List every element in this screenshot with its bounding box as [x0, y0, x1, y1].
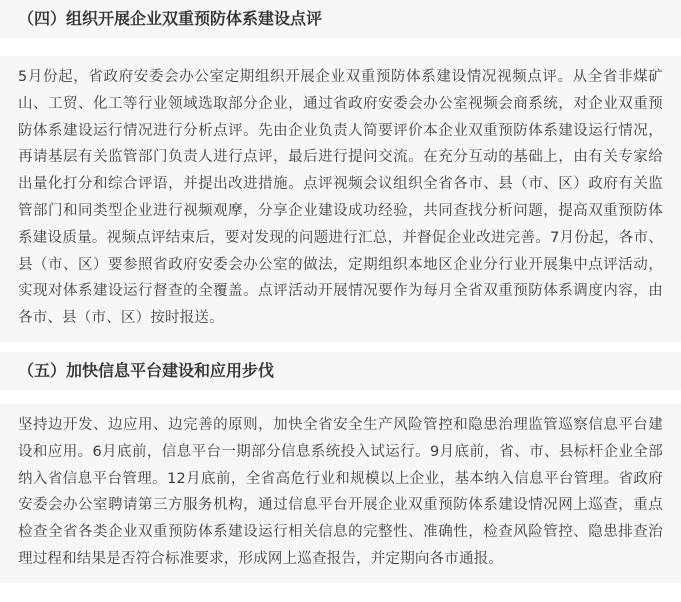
- section-heading: （四）组织开展企业双重预防体系建设点评: [0, 0, 681, 38]
- section-heading: （五）加快信息平台建设和应用步伐: [0, 352, 681, 390]
- section-paragraph: 5月份起，省政府安委会办公室定期组织开展企业双重预防体系建设情况视频点评。从全省非煤矿山、工贸、化工等行业领域选取部分企业，通过省政府安委会办公室视频会商系统，对企业双重预防体系建设运行情况进行分析点评。先由企业负责人简要评价本企业双重预防体系建设运行情况，再请基层有关监管部门负责人进行点评，最后进行提问交流。在充分互动的基础上，由有关专家给出量化打分和综合评语，并提出改进措施。点评视频会议组织全省各市、县（市、区）政府有关监管部门和同类型企业进行视频观摩，分享企业建设成功经验，共同查找分析问题，提高双重预防体系建设质量。视频点评结束后，要对发现的问题进行汇总，并督促企业改进完善。7月份起，各市、县（市、区）要参照省政府安委会办公室的做法，定期组织本地区企业分行业开展集中点评活动，实现对体系建设运行督查的全覆盖。点评活动开展情况要作为每月全省双重预防体系调度内容，由各市、县（市、区）按时报送。: [18, 69, 663, 327]
- section-paragraph: 坚持边开发、边应用、边完善的原则，加快全省安全生产风险管控和隐患治理监管巡察信息平台建设和应用。6月底前，信息平台一期部分信息系统投入试运行。9月底前，省、市、县标杆企业全部纳入省信息平台管理。12月底前，全省高危行业和规模以上企业，基本纳入信息平台管理。省政府安委会办公室聘请第三方服务机构，通过信息平台开展企业双重预防体系建设情况网上巡查，重点检查全省各类企业双重预防体系建设运行相关信息的完整性、准确性，检查风险管控、隐患排查治理过程和结果是否符合标准要求，形成网上巡查报告，并定期向各市通报。: [18, 417, 663, 567]
- section-body: [0, 56, 681, 342]
- section-body: [0, 404, 681, 583]
- section-five: [0, 352, 681, 583]
